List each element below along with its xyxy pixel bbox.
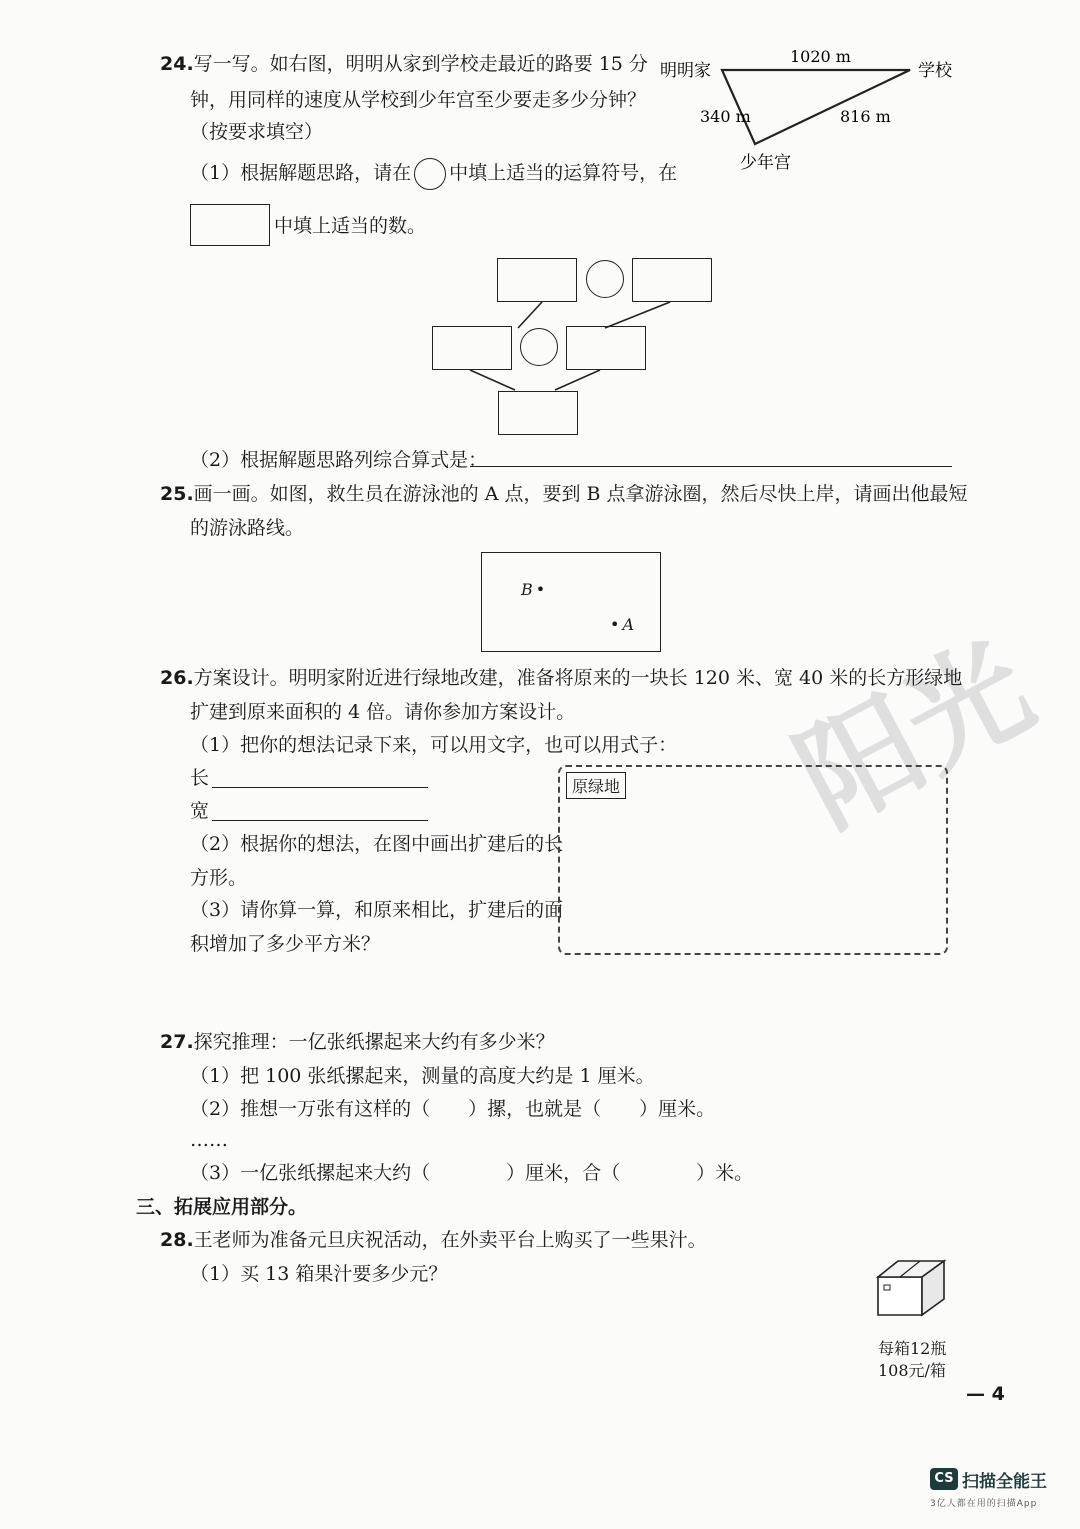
q26-width-label: 宽 [190, 800, 210, 822]
tree-box-top-left[interactable] [497, 258, 577, 302]
watermark: 阳光 [776, 617, 1054, 853]
q24-p1-line [190, 158, 677, 190]
q28-line1 [160, 1228, 707, 1252]
q24-answer-line[interactable] [470, 466, 952, 467]
q27-p3: （3）一亿张纸摞起来大约（ ）厘米，合（ ）米。 [190, 1162, 754, 1184]
q27-ellipsis: …… [190, 1129, 228, 1151]
brand-tagline: 3亿人都在用的扫描App [930, 1499, 1038, 1509]
q28-p1: （1）买 13 箱果汁要多少元？ [190, 1263, 448, 1285]
q26-line1 [160, 666, 962, 690]
juice-box-icon [870, 1255, 954, 1319]
q28-text1: 王老师为准备元旦庆祝活动，在外卖平台上购买了一些果汁。 [193, 1229, 707, 1251]
tree-box-mid-left[interactable] [432, 326, 512, 370]
q26-p3b: 积增加了多少平方米？ [190, 933, 381, 955]
q26-p2a: （2）根据你的想法，在图中画出扩建后的长 [190, 833, 564, 855]
q24-line1 [160, 52, 648, 76]
q26-length-label: 长 [190, 767, 210, 789]
q24-p2: （2）根据解题思路列综合算式是： [190, 449, 488, 471]
point-a-label: • A [610, 615, 634, 634]
box-spec-bottles: 每箱12瓶 [878, 1339, 947, 1358]
q27-p2: （2）推想一万张有这样的（ ）摞，也就是（ ）厘米。 [190, 1098, 716, 1120]
brand-name: 扫描全能王 [962, 1472, 1047, 1492]
q24-p1-text-c: 中填上适当的数。 [274, 215, 427, 237]
tree-operator-top[interactable] [586, 260, 624, 298]
q27-number: 27. [160, 1031, 194, 1053]
number-box-sample [190, 204, 270, 246]
label-school: 学校 [918, 61, 952, 81]
label-home: 明明家 [660, 61, 711, 81]
q26-text1: 方案设计。明明家附近进行绿地改建，准备将原来的一块长 120 米、宽 40 米的长方形绿地 [193, 667, 963, 689]
q26-p1: （1）把你的想法记录下来，可以用文字，也可以用式子： [190, 734, 678, 756]
distance-school-palace: 816 m [840, 107, 891, 126]
q24-text1: 写一写。如右图，明明从家到学校走最近的路要 15 分 [193, 53, 648, 75]
tree-box-mid-right[interactable] [566, 326, 646, 370]
q25-line1 [160, 482, 968, 506]
box-spec-price: 108元/箱 [878, 1361, 946, 1380]
original-greenland-label: 原绿地 [566, 772, 626, 799]
q26-width-answer-line[interactable] [212, 820, 428, 821]
q26-p3a: （3）请你算一算，和原来相比，扩建后的面 [190, 899, 564, 921]
q24-p1-text-b: 中填上适当的运算符号，在 [449, 162, 678, 184]
q24-line3: （按要求填空） [190, 121, 324, 143]
q24-line2: 钟，用同样的速度从学校到少年宫至少要走多少分钟？ [190, 89, 647, 111]
distance-home-palace: 340 m [700, 107, 751, 126]
q26-length-answer-line[interactable] [212, 787, 428, 788]
q26-p2b: 方形。 [190, 867, 248, 889]
q27-line1 [160, 1030, 555, 1054]
q24-p1-text-a: （1）根据解题思路，请在 [190, 162, 412, 184]
q26-line2: 扩建到原来面积的 4 倍。请你参加方案设计。 [190, 701, 576, 723]
q27-text1: 探究推理：一亿张纸摞起来大约有多少米？ [193, 1031, 555, 1053]
operator-circle-sample [414, 158, 446, 190]
tree-box-bottom[interactable] [498, 391, 578, 435]
page-number: — 4 [966, 1383, 1005, 1405]
q24-number: 24. [160, 53, 194, 75]
section-3-heading: 三、拓展应用部分。 [136, 1196, 308, 1218]
q25-line2: 的游泳路线。 [190, 517, 305, 539]
point-b-label: B • [521, 580, 546, 599]
tree-box-top-right[interactable] [632, 258, 712, 302]
tree-operator-mid[interactable] [520, 328, 558, 366]
route-triangle-diagram [660, 40, 980, 180]
q27-p1: （1）把 100 张纸摞起来，测量的高度大约是 1 厘米。 [190, 1065, 655, 1087]
q28-number: 28. [160, 1229, 194, 1251]
q26-number: 26. [160, 667, 194, 689]
q25-text1: 画一画。如图，救生员在游泳池的 A 点，要到 B 点拿游泳圈，然后尽快上岸，请画出他最短 [193, 483, 968, 505]
q25-number: 25. [160, 483, 194, 505]
label-palace: 少年宫 [740, 153, 791, 173]
cs-logo-icon: CS [930, 1468, 958, 1490]
pool-rectangle[interactable] [481, 552, 661, 652]
distance-home-school: 1020 m [790, 47, 851, 66]
